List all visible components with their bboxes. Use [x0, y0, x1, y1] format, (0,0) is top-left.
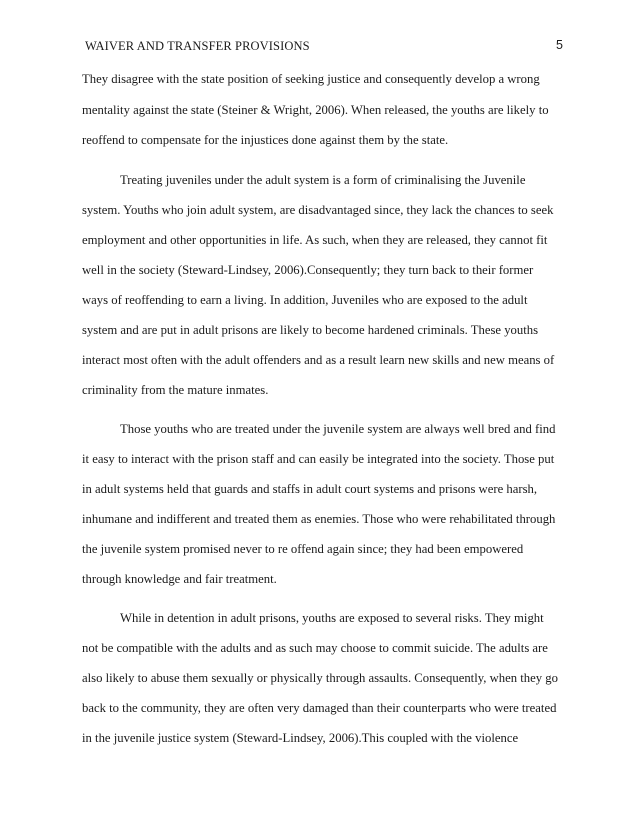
body-line: the juvenile system promised never to re offend again since; they had been empowered	[82, 542, 524, 556]
body-line: mentality against the state (Steiner & Wright, 2006). When released, the youths are likely to	[82, 103, 549, 117]
body-line: well in the society (Steward-Lindsey, 2006).Consequently; they turn back to their former	[82, 263, 534, 277]
body-line: back to the community, they are often very damaged than their counterparts who were treated	[82, 701, 557, 715]
body-line: Those youths who are treated under the juvenile system are always well bred and find	[120, 422, 556, 436]
body-line: through knowledge and fair treatment.	[82, 572, 277, 586]
body-line: While in detention in adult prisons, youths are exposed to several risks. They might	[120, 611, 544, 625]
body-line: not be compatible with the adults and as such may choose to commit suicide. The adults are	[82, 641, 548, 655]
body-line: it easy to interact with the prison staff and can easily be integrated into the society. Those put	[82, 452, 555, 466]
body-line: also likely to abuse them sexually or physically through assaults. Consequently, when they go	[82, 671, 558, 685]
body-line: criminality from the mature inmates.	[82, 383, 269, 397]
body-line: system and are put in adult prisons are likely to become hardened criminals. These youths	[82, 323, 539, 337]
body-line: inhumane and indifferent and treated them as enemies. Those who were rehabilitated through	[82, 512, 556, 526]
body-line: Treating juveniles under the adult system is a form of criminalising the Juvenile	[120, 173, 526, 187]
page-number: 5	[556, 38, 563, 52]
body-line: employment and other opportunities in life. As such, when they are released, they cannot fit	[82, 233, 548, 247]
body-line: system. Youths who join adult system, are disadvantaged since, they lack the chances to seek	[82, 203, 554, 217]
running-head: WAIVER AND TRANSFER PROVISIONS	[85, 39, 310, 53]
body-line: ways of reoffending to earn a living. In addition, Juveniles who are exposed to the adult	[82, 293, 528, 307]
body-line: in the juvenile justice system (Steward-Lindsey, 2006).This coupled with the violence	[82, 731, 519, 745]
body-line: They disagree with the state position of seeking justice and consequently develop a wrong	[82, 72, 540, 86]
body-line: reoffend to compensate for the injustices done against them by the state.	[82, 133, 449, 147]
body-line: interact most often with the adult offenders and as a result learn new skills and new means of	[82, 353, 555, 367]
body-line: in adult systems held that guards and staffs in adult court systems and prisons were harsh,	[82, 482, 538, 496]
